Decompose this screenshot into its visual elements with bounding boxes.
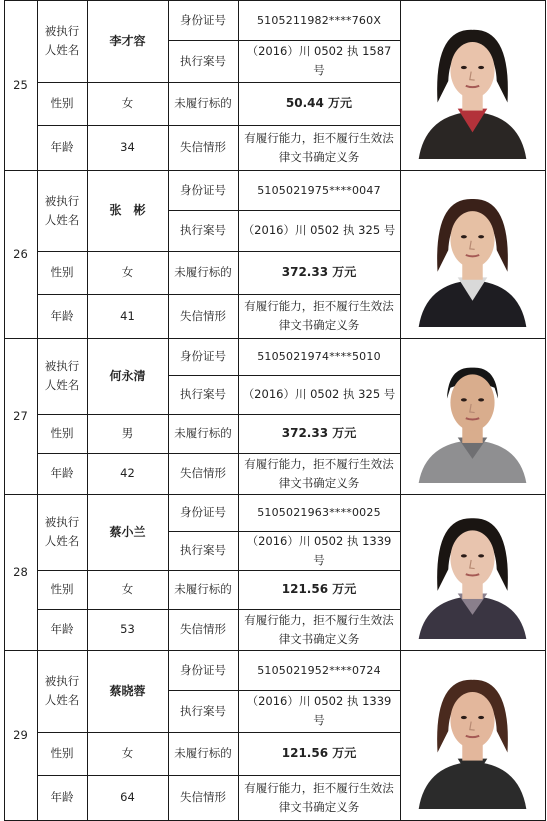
name-label: 被执行人姓名: [44, 674, 80, 707]
case-number-value: （2016）川 0502 执 1339 号: [246, 533, 392, 567]
record-block: [0, 650, 547, 820]
gender-value: 女: [121, 746, 134, 760]
unpaid-amount-label: 未履行标的: [174, 746, 232, 760]
grid-line: [168, 0, 169, 171]
gender-label: 性别: [50, 96, 74, 110]
grid-line: [400, 494, 401, 651]
grid-line: [4, 338, 546, 339]
gender-value: 女: [121, 265, 134, 279]
record-block: [0, 0, 547, 170]
credit-case-label: 失信情形: [180, 308, 226, 323]
case-number-label: 执行案号: [180, 223, 226, 237]
case-number-value: （2016）川 0502 执 325 号: [242, 387, 396, 401]
debtor-name: 张 彬: [109, 203, 146, 217]
grid-line: [37, 570, 401, 571]
grid-line: [238, 494, 239, 651]
age-value: 53: [120, 622, 135, 636]
unpaid-amount-value: 121.56 万元: [281, 582, 357, 596]
gender-value: 男: [121, 426, 134, 440]
age-value: 42: [120, 466, 135, 480]
id-number-value: 5105021975****0047: [257, 183, 381, 197]
gender-label: 性别: [50, 265, 74, 279]
grid-line: [238, 0, 239, 171]
grid-line: [545, 338, 546, 495]
unpaid-amount-value: 372.33 万元: [281, 265, 357, 279]
id-number-value: 5105021952****0724: [257, 663, 381, 677]
credit-case-label: 失信情形: [180, 140, 226, 154]
debtor-name: 蔡小兰: [109, 524, 146, 539]
grid-line: [37, 125, 401, 126]
age-value: 41: [120, 308, 135, 323]
name-label: 被执行人姓名: [44, 193, 80, 227]
gender-value: 女: [121, 582, 134, 596]
credit-case-value: 有履行能力，拒不履行生效法律文书确定义务: [244, 299, 394, 332]
grid-line: [37, 494, 38, 651]
record-number: 29: [13, 727, 28, 742]
grid-line: [400, 0, 401, 171]
grid-line: [87, 338, 88, 495]
grid-line: [4, 0, 5, 171]
grid-line: [87, 170, 88, 339]
portrait-photo: [414, 505, 531, 639]
case-number-value: （2016）川 0502 执 1587 号: [246, 44, 392, 77]
grid-line: [37, 414, 401, 415]
credit-case-label: 失信情形: [180, 622, 226, 636]
grid-line: [37, 82, 401, 83]
grid-line: [545, 494, 546, 651]
id-number-label: 身份证号: [180, 662, 226, 677]
credit-case-value: 有履行能力，拒不履行生效法律文书确定义务: [244, 780, 394, 814]
id-number-label: 身份证号: [180, 349, 226, 363]
grid-line: [545, 650, 546, 821]
record-number: 25: [13, 77, 28, 92]
gender-label: 性别: [50, 426, 74, 440]
credit-case-value: 有履行能力，拒不履行生效法律文书确定义务: [244, 130, 394, 164]
gender-label: 性别: [50, 746, 74, 760]
gender-value: 女: [121, 96, 134, 110]
grid-line: [168, 531, 401, 532]
name-label: 被执行人姓名: [44, 359, 80, 392]
record-number: 27: [13, 408, 28, 423]
grid-line: [545, 170, 546, 339]
debtor-name: 何永清: [109, 368, 146, 383]
grid-line: [4, 650, 5, 821]
grid-line: [37, 0, 38, 171]
portrait-photo: [414, 349, 531, 483]
id-number-label: 身份证号: [180, 12, 226, 27]
grid-line: [168, 690, 401, 691]
unpaid-amount-value: 121.56 万元: [281, 746, 357, 760]
grid-line: [37, 650, 38, 821]
grid-line: [400, 338, 401, 495]
grid-line: [4, 650, 546, 651]
unpaid-amount-label: 未履行标的: [174, 265, 232, 279]
unpaid-amount-value: 372.33 万元: [281, 426, 357, 440]
grid-line: [4, 170, 546, 171]
id-number-label: 身份证号: [180, 505, 226, 519]
grid-line: [168, 650, 169, 821]
case-number-value: （2016）川 0502 执 325 号: [242, 223, 396, 237]
grid-line: [37, 338, 38, 495]
record-number: 26: [13, 246, 28, 261]
grid-line: [400, 170, 401, 339]
case-number-label: 执行案号: [180, 543, 226, 557]
credit-case-label: 失信情形: [180, 466, 226, 480]
grid-line: [37, 251, 401, 252]
grid-line: [400, 650, 401, 821]
case-number-label: 执行案号: [180, 387, 226, 401]
unpaid-amount-label: 未履行标的: [174, 582, 232, 596]
grid-line: [4, 338, 5, 495]
id-number-value: 5105021963****0025: [257, 506, 381, 519]
portrait-photo: [414, 11, 531, 159]
case-number-value: （2016）川 0502 执 1339 号: [246, 694, 392, 727]
debtor-name: 李才容: [109, 33, 146, 48]
grid-line: [37, 453, 401, 454]
grid-line: [37, 170, 38, 339]
grid-line: [238, 170, 239, 339]
record-block: [0, 494, 547, 650]
grid-line: [238, 338, 239, 495]
gender-label: 性别: [50, 582, 74, 596]
id-number-value: 5105021974****5010: [257, 350, 381, 363]
grid-line: [37, 775, 401, 776]
id-number-value: 5105211982****760X: [256, 13, 382, 27]
grid-line: [37, 609, 401, 610]
grid-line: [4, 494, 546, 495]
grid-line: [4, 0, 546, 1]
grid-line: [168, 338, 169, 495]
unpaid-amount-label: 未履行标的: [174, 426, 232, 440]
portrait-photo: [414, 181, 531, 327]
grid-line: [37, 732, 401, 733]
grid-line: [87, 0, 88, 171]
case-number-label: 执行案号: [180, 703, 226, 718]
record-block: [0, 170, 547, 338]
grid-line: [87, 494, 88, 651]
record-block: [0, 338, 547, 494]
unpaid-amount-value: 50.44 万元: [285, 96, 353, 110]
credit-case-value: 有履行能力，拒不履行生效法律文书确定义务: [244, 612, 394, 646]
grid-line: [4, 494, 5, 651]
credit-case-value: 有履行能力，拒不履行生效法律文书确定义务: [244, 456, 394, 490]
name-label: 被执行人姓名: [44, 24, 80, 57]
name-label: 被执行人姓名: [44, 515, 80, 548]
grid-line: [168, 210, 401, 211]
grid-line: [87, 650, 88, 821]
grid-line: [168, 40, 401, 41]
unpaid-amount-label: 未履行标的: [174, 96, 232, 110]
age-value: 64: [120, 790, 135, 804]
id-number-label: 身份证号: [180, 182, 226, 197]
age-value: 34: [120, 140, 135, 154]
age-label: 年龄: [50, 308, 74, 323]
grid-line: [238, 650, 239, 821]
debtor-name: 蔡晓蓉: [109, 683, 146, 698]
grid-line: [168, 375, 401, 376]
age-label: 年龄: [50, 466, 74, 480]
portrait-photo: [414, 661, 531, 809]
grid-line: [168, 170, 169, 339]
grid-line: [37, 294, 401, 295]
case-number-label: 执行案号: [180, 53, 226, 68]
age-label: 年龄: [50, 622, 74, 636]
age-label: 年龄: [50, 140, 74, 154]
grid-line: [545, 0, 546, 171]
record-number: 28: [13, 564, 28, 579]
grid-line: [4, 170, 5, 339]
grid-line: [168, 494, 169, 651]
credit-case-label: 失信情形: [180, 790, 226, 804]
age-label: 年龄: [50, 790, 74, 804]
